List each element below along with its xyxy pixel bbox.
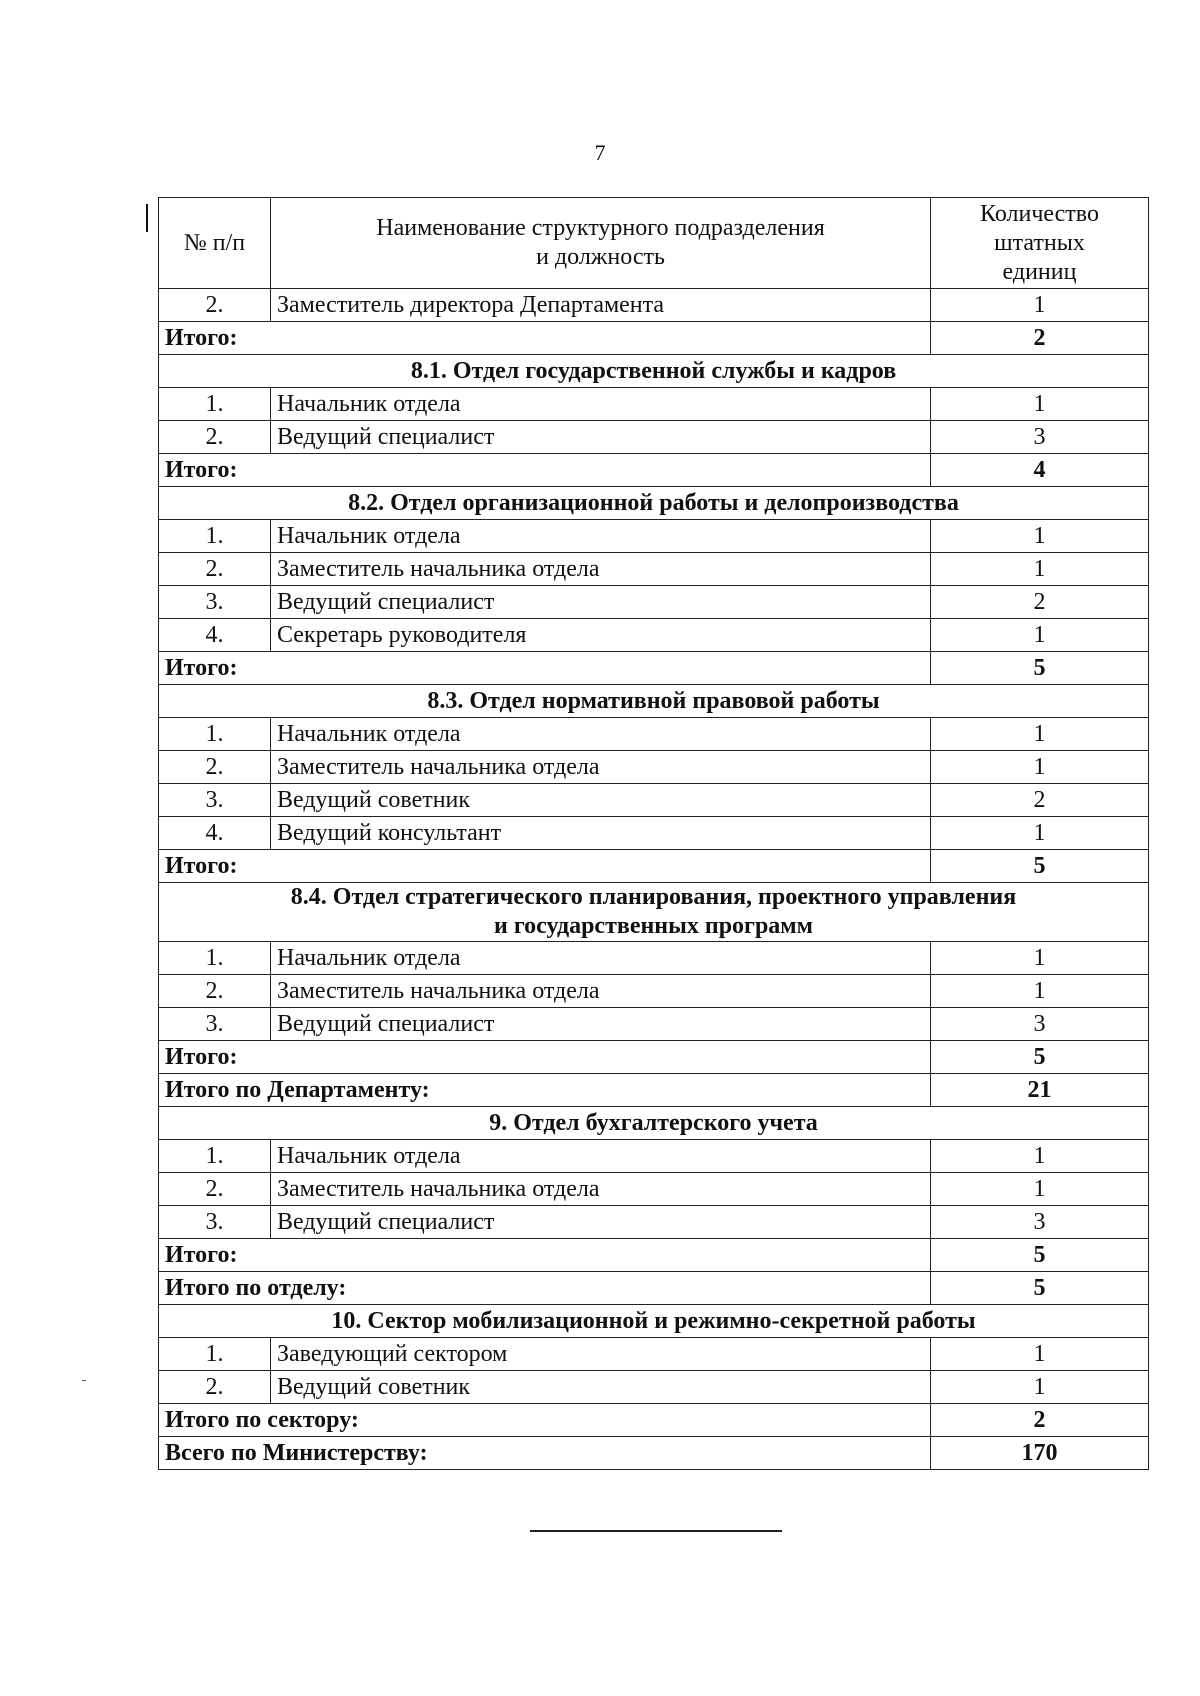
row-number: 3. — [159, 1205, 271, 1238]
page-number: 7 — [594, 140, 606, 165]
header-name-line2: и должность — [536, 244, 665, 271]
table-row — [159, 289, 1149, 322]
row-count: 1 — [931, 553, 1149, 586]
row-number: 2. — [159, 974, 271, 1007]
table-header-row — [159, 198, 1149, 289]
total-row — [159, 322, 1149, 355]
header-count-line2: штатных — [994, 229, 1085, 256]
total-label: Итого: — [159, 1238, 931, 1271]
row-count: 1 — [931, 1172, 1149, 1205]
row-count: 1 — [931, 817, 1149, 850]
row-number: 1. — [159, 1337, 271, 1370]
row-count: 1 — [931, 974, 1149, 1007]
table-row — [159, 1205, 1149, 1238]
row-number: 3. — [159, 784, 271, 817]
row-number: 1. — [159, 1139, 271, 1172]
total-count: 5 — [931, 652, 1149, 685]
row-number: 1. — [159, 520, 271, 553]
row-count: 1 — [931, 718, 1149, 751]
total-label: Итого по Департаменту: — [159, 1073, 931, 1106]
total-row — [159, 1436, 1149, 1469]
table-row — [159, 1007, 1149, 1040]
section-title: 8.3. Отдел нормативной правовой работы — [159, 685, 1149, 718]
staffing-table — [158, 197, 1149, 1470]
row-number: 1. — [159, 718, 271, 751]
table-row — [159, 388, 1149, 421]
row-position: Заместитель начальника отдела — [271, 974, 931, 1007]
row-number: 2. — [159, 421, 271, 454]
row-count: 1 — [931, 941, 1149, 974]
row-position: Ведущий специалист — [271, 1007, 931, 1040]
total-label: Итого: — [159, 850, 931, 883]
row-position: Начальник отдела — [271, 388, 931, 421]
table-row — [159, 784, 1149, 817]
table-row — [159, 619, 1149, 652]
table-row — [159, 751, 1149, 784]
row-count: 3 — [931, 421, 1149, 454]
row-position: Заместитель начальника отдела — [271, 553, 931, 586]
row-number: 1. — [159, 388, 271, 421]
table-row — [159, 817, 1149, 850]
total-count: 5 — [931, 1238, 1149, 1271]
table-row — [159, 941, 1149, 974]
section-row — [159, 685, 1149, 718]
row-position: Ведущий советник — [271, 784, 931, 817]
row-position: Начальник отдела — [271, 718, 931, 751]
section-title-line2: и государственных программ — [493, 913, 813, 940]
row-position: Начальник отдела — [271, 941, 931, 974]
total-label: Итого: — [159, 322, 931, 355]
section-title: 8.2. Отдел организационной работы и делопроизводства — [159, 487, 1149, 520]
row-count: 2 — [931, 586, 1149, 619]
row-number: 4. — [159, 817, 271, 850]
header-name — [271, 198, 931, 289]
section-title — [159, 883, 1149, 942]
total-label: Итого по сектору: — [159, 1403, 931, 1436]
row-count: 1 — [931, 751, 1149, 784]
header-count-line1: Количество — [980, 201, 1099, 227]
row-count: 1 — [931, 1370, 1149, 1403]
section-title: 8.1. Отдел государственной службы и кадров — [159, 355, 1149, 388]
row-number: 2. — [159, 1370, 271, 1403]
table-body — [159, 289, 1149, 1470]
row-position: Заместитель начальника отдела — [271, 1172, 931, 1205]
table-row — [159, 1172, 1149, 1205]
row-count: 1 — [931, 520, 1149, 553]
table-row — [159, 1139, 1149, 1172]
row-count: 1 — [931, 388, 1149, 421]
total-row — [159, 652, 1149, 685]
row-position: Начальник отдела — [271, 520, 931, 553]
total-label: Итого: — [159, 1040, 931, 1073]
total-label: Итого: — [159, 652, 931, 685]
margin-mark — [146, 204, 148, 232]
total-row — [159, 1403, 1149, 1436]
total-row — [159, 1238, 1149, 1271]
section-row — [159, 355, 1149, 388]
scan-speck — [82, 1380, 86, 1381]
header-number: № п/п — [159, 198, 271, 289]
table-row — [159, 718, 1149, 751]
section-title: 10. Сектор мобилизационной и режимно-секретной работы — [159, 1304, 1149, 1337]
total-count: 5 — [931, 1040, 1149, 1073]
row-count: 1 — [931, 1139, 1149, 1172]
row-number: 2. — [159, 1172, 271, 1205]
total-count: 2 — [931, 1403, 1149, 1436]
total-count: 170 — [931, 1436, 1149, 1469]
row-position: Ведущий консультант — [271, 817, 931, 850]
row-position: Секретарь руководителя — [271, 619, 931, 652]
row-count: 1 — [931, 1337, 1149, 1370]
row-number: 2. — [159, 289, 271, 322]
header-name-line1: Наименование структурного подразделения — [376, 215, 825, 242]
row-position: Ведущий специалист — [271, 586, 931, 619]
row-count: 1 — [931, 289, 1149, 322]
row-count: 3 — [931, 1007, 1149, 1040]
total-count: 21 — [931, 1073, 1149, 1106]
row-number: 2. — [159, 751, 271, 784]
total-row — [159, 454, 1149, 487]
total-row — [159, 1040, 1149, 1073]
table-row — [159, 1370, 1149, 1403]
section-title-line1: 8.4. Отдел стратегического планирования, проектного управления — [290, 884, 1017, 911]
row-count: 3 — [931, 1205, 1149, 1238]
row-number: 2. — [159, 553, 271, 586]
row-position: Заместитель директора Департамента — [271, 289, 931, 322]
total-label: Итого: — [159, 454, 931, 487]
section-row — [159, 883, 1149, 942]
section-title: 9. Отдел бухгалтерского учета — [159, 1106, 1149, 1139]
total-label: Итого по отделу: — [159, 1271, 931, 1304]
row-position: Ведущий специалист — [271, 421, 931, 454]
total-label: Всего по Министерству: — [159, 1436, 931, 1469]
section-row — [159, 1106, 1149, 1139]
row-position: Ведущий специалист — [271, 1205, 931, 1238]
row-position: Заведующий сектором — [271, 1337, 931, 1370]
row-number: 4. — [159, 619, 271, 652]
section-row — [159, 487, 1149, 520]
table-row — [159, 1337, 1149, 1370]
row-position: Начальник отдела — [271, 1139, 931, 1172]
section-row — [159, 1304, 1149, 1337]
row-position: Ведущий советник — [271, 1370, 931, 1403]
total-row — [159, 1073, 1149, 1106]
row-number: 1. — [159, 941, 271, 974]
row-position: Заместитель начальника отдела — [271, 751, 931, 784]
total-count: 2 — [931, 322, 1149, 355]
table-row — [159, 421, 1149, 454]
total-count: 5 — [931, 1271, 1149, 1304]
header-count-line3: единиц — [1002, 258, 1077, 285]
total-row — [159, 1271, 1149, 1304]
row-number: 3. — [159, 1007, 271, 1040]
table-row — [159, 586, 1149, 619]
total-count: 4 — [931, 454, 1149, 487]
footer-rule — [530, 1530, 782, 1532]
row-number: 3. — [159, 586, 271, 619]
table-row — [159, 974, 1149, 1007]
row-count: 1 — [931, 619, 1149, 652]
table-row — [159, 553, 1149, 586]
total-row — [159, 850, 1149, 883]
header-count — [931, 198, 1149, 289]
total-count: 5 — [931, 850, 1149, 883]
row-count: 2 — [931, 784, 1149, 817]
table-row — [159, 520, 1149, 553]
